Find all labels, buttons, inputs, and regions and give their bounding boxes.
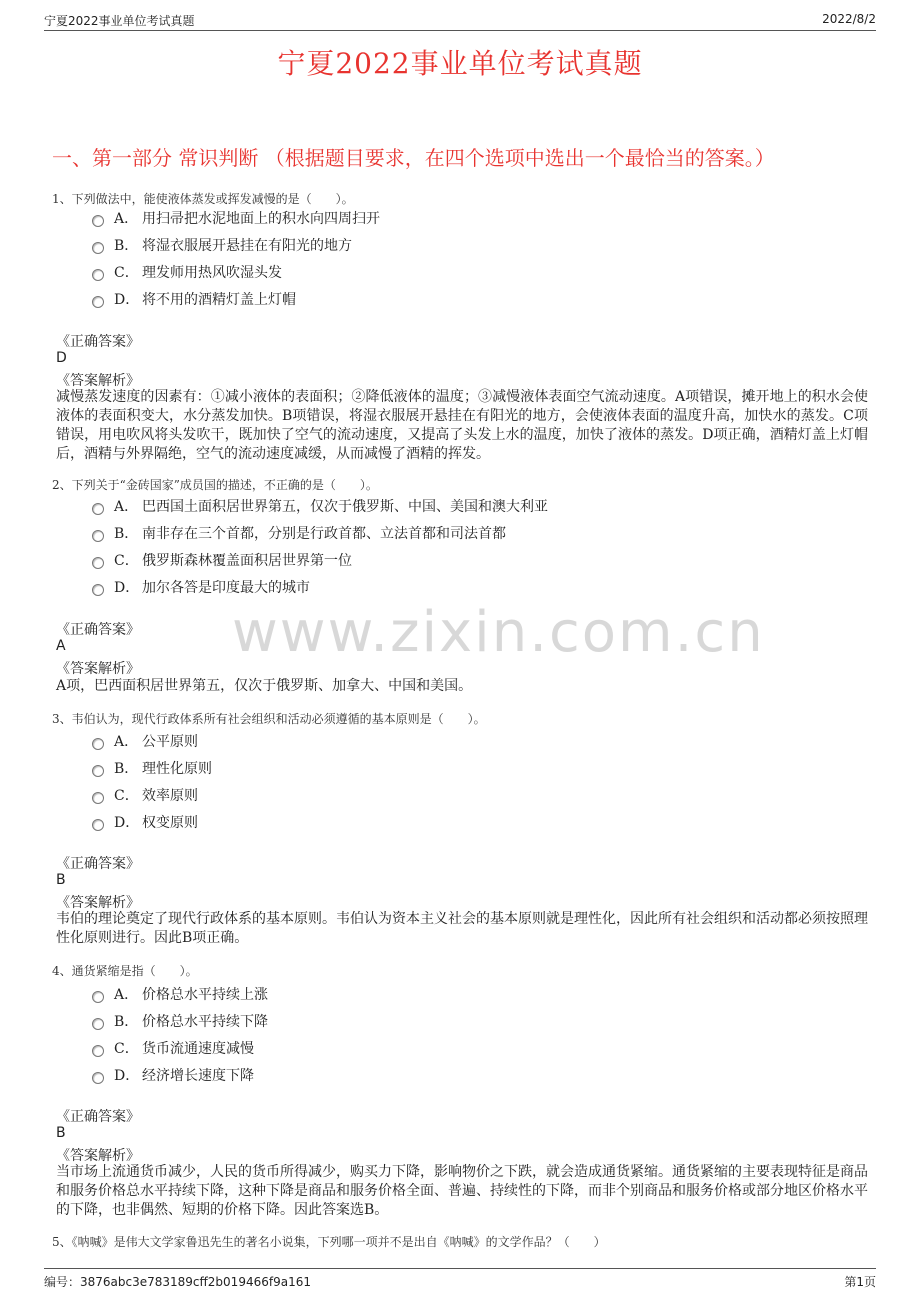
radio-icon[interactable] [92, 503, 104, 515]
answer-label: 《正确答案》 [56, 334, 140, 350]
answer-value: B [56, 872, 66, 888]
radio-icon[interactable] [92, 530, 104, 542]
answer-value: D [56, 350, 67, 366]
option-b[interactable]: B． 理性化原则 [92, 758, 212, 778]
answer-value: A [56, 638, 66, 654]
question-stem: 2、下列关于“金砖国家”成员国的描述，不正确的是（ ）。 [52, 478, 378, 492]
option-d[interactable]: D． 权变原则 [92, 812, 198, 832]
answer-value: B [56, 1125, 66, 1141]
option-d[interactable]: D． 经济增长速度下降 [92, 1065, 254, 1085]
explanation-text: A项，巴西面积居世界第五，仅次于俄罗斯、加拿大、中国和美国。 [56, 678, 473, 694]
option-b[interactable]: B． 价格总水平持续下降 [92, 1011, 268, 1031]
radio-icon[interactable] [92, 792, 104, 804]
option-a[interactable]: A． 价格总水平持续上涨 [92, 984, 268, 1004]
watermark: www.zixin.com.cn [232, 600, 765, 665]
question-stem: 5、《呐喊》是伟大文学家鲁迅先生的著名小说集，下列哪一项并不是出自《呐喊》的文学作品？（ ） [52, 1235, 606, 1249]
explanation-label: 《答案解析》 [56, 895, 140, 911]
radio-icon[interactable] [92, 269, 104, 281]
page-footer [44, 1268, 876, 1293]
option-b[interactable]: B． 南非存在三个首都，分别是行政首都、立法首都和司法首都 [92, 523, 506, 543]
option-d[interactable]: D． 将不用的酒精灯盖上灯帽 [92, 289, 296, 309]
header-date: 2022/8/2 [822, 12, 876, 26]
answer-label: 《正确答案》 [56, 622, 140, 638]
option-c[interactable]: C． 效率原则 [92, 785, 198, 805]
option-a[interactable]: A． 公平原则 [92, 731, 198, 751]
document-id: 编号：3876abc3e783189cff2b019466f9a161 [44, 1275, 311, 1289]
option-a[interactable]: A． 用扫帚把水泥地面上的积水向四周扫开 [92, 208, 380, 228]
radio-icon[interactable] [92, 1018, 104, 1030]
document-title: 宁夏2022事业单位考试真题 [277, 47, 643, 80]
radio-icon[interactable] [92, 215, 104, 227]
explanation-text: 当市场上流通货币减少，人民的货币所得减少，购买力下降，影响物价之下跌，就会造成通货紧缩。通货紧缩的主要表现特征是商品和服务价格总水平持续下降，这种下降是商品和服务价格全面、普遍、持续性的下降，而非个别商品和服务价格或部分地区价格水平的下降，也非偶然、短期的价格下降。因此答案选B。 [56, 1164, 868, 1218]
radio-icon[interactable] [92, 819, 104, 831]
section-heading: 一、第一部分 常识判断 （根据题目要求，在四个选项中选出一个最恰当的答案。） [52, 146, 775, 170]
answer-label: 《正确答案》 [56, 856, 140, 872]
header-doc-name: 宁夏2022事业单位考试真题 [44, 14, 195, 28]
explanation-text: 韦伯的理论奠定了现代行政体系的基本原则。韦伯认为资本主义社会的基本原则就是理性化，因此所有社会组织和活动都必须按照理性化原则进行。因此B项正确。 [56, 911, 868, 946]
answer-label: 《正确答案》 [56, 1109, 140, 1125]
radio-icon[interactable] [92, 242, 104, 254]
explanation-label: 《答案解析》 [56, 1148, 140, 1164]
option-a[interactable]: A． 巴西国土面积居世界第五，仅次于俄罗斯、中国、美国和澳大利亚 [92, 496, 548, 516]
question-stem: 4、通货紧缩是指（ ）。 [52, 964, 198, 978]
page-header [44, 10, 876, 31]
option-c[interactable]: C． 理发师用热风吹湿头发 [92, 262, 282, 282]
radio-icon[interactable] [92, 1072, 104, 1084]
radio-icon[interactable] [92, 1045, 104, 1057]
radio-icon[interactable] [92, 765, 104, 777]
radio-icon[interactable] [92, 584, 104, 596]
question-stem: 1、下列做法中，能使液体蒸发或挥发减慢的是（ ）。 [52, 192, 354, 206]
option-d[interactable]: D． 加尔各答是印度最大的城市 [92, 577, 310, 597]
page-number: 第1页 [844, 1275, 876, 1289]
explanation-text: 减慢蒸发速度的因素有：①减小液体的表面积；②降低液体的温度；③减慢液体表面空气流动速度。A项错误，摊开地上的积水会使液体的表面积变大，水分蒸发加快。B项错误，将湿衣服展开悬挂在有阳光的地方，会使液体表面的温度升高，加快水的蒸发。C项错误，用电吹风将头发吹干，既加快了空气的流动速度，又提高了头发上水的温度，加快了液体的蒸发。D项正确，酒精灯盖上灯帽后，酒精与外界隔绝，空气的流动速度减缓，从而减慢了酒精的挥发。 [56, 389, 868, 462]
option-b[interactable]: B． 将湿衣服展开悬挂在有阳光的地方 [92, 235, 352, 255]
radio-icon[interactable] [92, 296, 104, 308]
explanation-label: 《答案解析》 [56, 661, 140, 677]
option-c[interactable]: C． 货币流通速度减慢 [92, 1038, 254, 1058]
question-stem: 3、韦伯认为，现代行政体系所有社会组织和活动必须遵循的基本原则是（ ）。 [52, 712, 486, 726]
option-c[interactable]: C． 俄罗斯森林覆盖面积居世界第一位 [92, 550, 352, 570]
radio-icon[interactable] [92, 991, 104, 1003]
radio-icon[interactable] [92, 557, 104, 569]
explanation-label: 《答案解析》 [56, 373, 140, 389]
radio-icon[interactable] [92, 738, 104, 750]
